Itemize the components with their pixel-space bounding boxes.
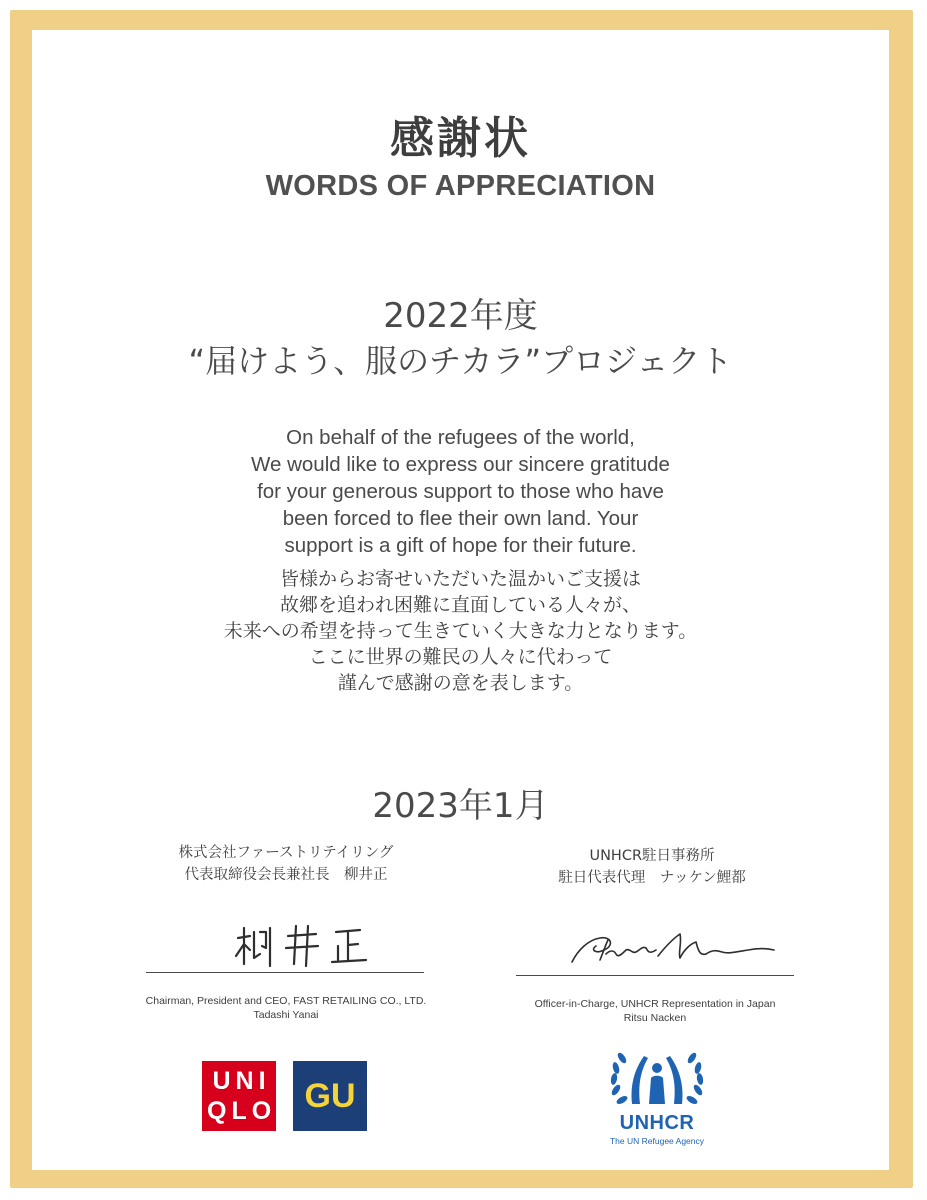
signatory-left-caption-role: Chairman, President and CEO, FAST RETAILING CO., LTD.	[145, 995, 427, 1007]
uniqlo-logo-line2: QLO	[207, 1097, 277, 1125]
signatory-left-title: 代表取締役会長兼社長 柳井正	[184, 867, 388, 883]
signature-line-left	[146, 972, 424, 973]
signatory-right-title: 駐日代表代理 ナッケン鯉都	[558, 870, 746, 886]
message-en-line: On behalf of the refugees of the world,	[286, 426, 635, 449]
gu-logo: GU	[293, 1061, 367, 1131]
signatory-right-caption	[475, 997, 835, 1025]
message-jp-line: 故郷を追われ困難に直面している人々が、	[279, 594, 641, 616]
message-en-line: We would like to express our sincere gratitude	[251, 453, 670, 476]
message-jp-line: 謹んで感謝の意を表します。	[337, 672, 584, 694]
unhcr-logo	[592, 1042, 722, 1152]
message-jp	[32, 566, 889, 696]
message-jp-line: 未来への希望を持って生きていく大きな力となります。	[223, 620, 698, 642]
certificate-paper	[32, 30, 889, 1170]
uniqlo-logo-line1: UNI	[212, 1067, 271, 1095]
signatory-left-org: 株式会社ファーストリテイリング	[178, 845, 394, 861]
signatory-right-caption-role: Officer-in-Charge, UNHCR Representation in Japan	[534, 998, 776, 1010]
message-en-line: support is a gift of hope for their future.	[284, 534, 637, 557]
signatory-left-caption-name: Tadashi Yanai	[253, 1009, 319, 1021]
unhcr-logo-name: UNHCR	[619, 1112, 695, 1134]
signature-line-right	[516, 975, 794, 976]
message-en-line: for your generous support to those who have	[257, 480, 664, 503]
message-en	[32, 424, 889, 559]
signature-right	[516, 920, 796, 976]
message-jp-line: ここに世界の難民の人々に代わって	[308, 646, 613, 668]
issue-date: 2023年1月	[372, 786, 549, 826]
signature-left	[146, 918, 426, 974]
uniqlo-logo	[202, 1061, 276, 1131]
signatory-right-caption-name: Ritsu Nacken	[623, 1012, 687, 1024]
message-jp-line: 皆様からお寄せいただいた温かいご支援は	[279, 568, 641, 590]
signatory-left-caption	[106, 994, 466, 1022]
signature-left-image	[146, 918, 426, 974]
fiscal-year: 2022年度	[383, 296, 538, 336]
certificate-title-jp: 感謝状	[390, 113, 531, 164]
unhcr-emblem-icon	[592, 1042, 722, 1114]
signatory-right	[502, 845, 802, 889]
signatory-right-org: UNHCR駐日事務所	[589, 848, 715, 864]
signatory-left	[136, 842, 436, 886]
project-name: “届けよう、服のチカラ”プロジェクト	[188, 342, 733, 380]
message-en-line: been forced to flee their own land. Your	[282, 507, 639, 530]
certificate-title-en: WORDS OF APPRECIATION	[265, 170, 656, 202]
unhcr-logo-tagline: The UN Refugee Agency	[609, 1136, 705, 1146]
signature-right-image	[516, 920, 796, 976]
